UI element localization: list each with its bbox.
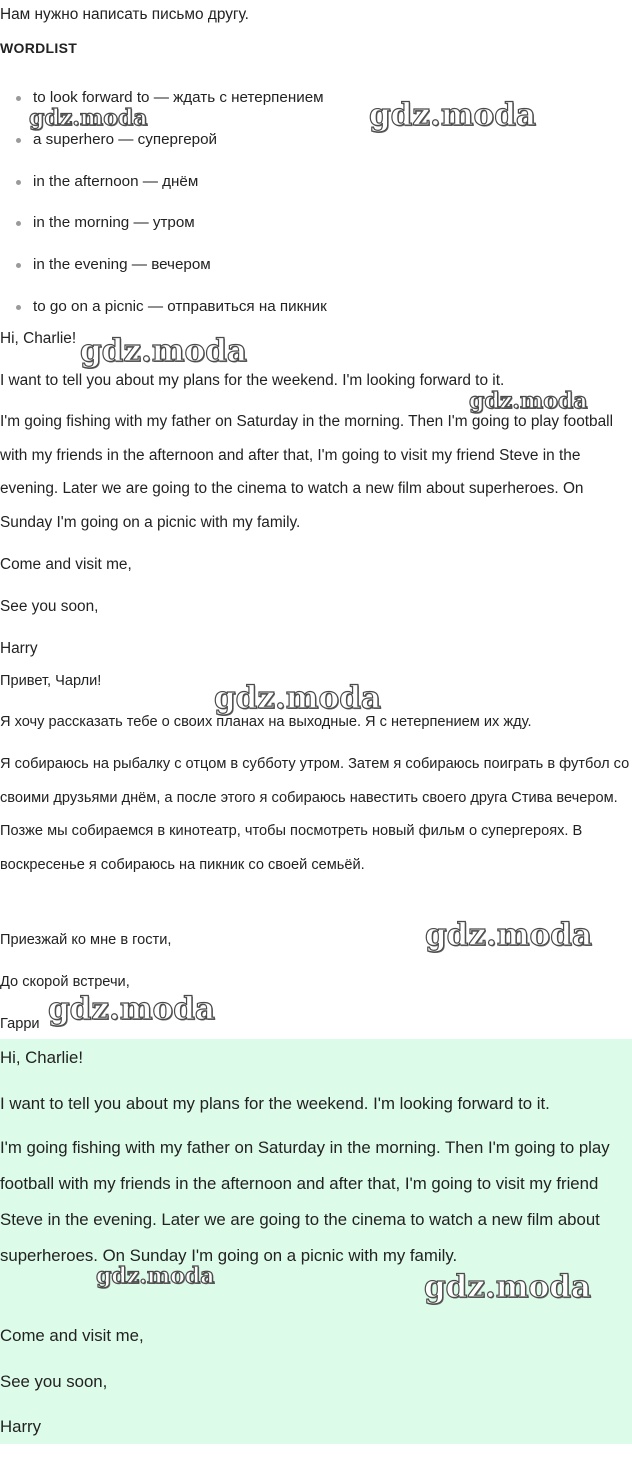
watermark: gdz.moda — [424, 1269, 591, 1305]
watermark: gdz.moda — [425, 917, 592, 953]
answer-greeting: Hi, Charlie! — [0, 1048, 83, 1067]
wordlist-item: a superhero — супергерой — [33, 131, 217, 148]
letter-en-p1: I want to tell you about my plans for the weekend. I'm looking forward to it. — [0, 372, 505, 389]
bullet-icon — [16, 305, 21, 310]
letter-en-p3: Come and visit me, — [0, 556, 132, 573]
watermark: gdz.moda — [29, 105, 148, 131]
answer-p2: I'm going fishing with my father on Saturday in the morning. Then I'm going to play football with my friends in the afternoon and after that, I'm going to visit my friend Steve in the evening. Later we are going to the cinema to watch a new film about superheroes. On Sunday I'm going on a picnic with my family. — [0, 1138, 610, 1265]
wordlist-heading: WORDLIST — [0, 40, 78, 56]
watermark: gdz.moda — [80, 333, 247, 369]
letter-en-signature: Harry — [0, 640, 38, 657]
watermark: gdz.moda — [48, 991, 215, 1027]
wordlist-item: to look forward to — ждать с нетерпением — [33, 89, 324, 106]
letter-en-greeting: Hi, Charlie! — [0, 330, 77, 347]
letter-en-p2: I'm going fishing with my father on Saturday in the morning. Then I'm going to play football with my friends in the afternoon and after that, I'm going to visit my friend Steve in the evening. Later we are going to the cinema to watch a new film about superheroes. On Sunday I'm going on a picnic with my family. — [0, 413, 614, 531]
bullet-icon — [16, 180, 21, 185]
answer-signature: Harry — [0, 1417, 42, 1436]
letter-ru-p4: До скорой встречи, — [0, 974, 130, 990]
bullet-icon — [16, 221, 21, 226]
answer-p1: I want to tell you about my plans for the weekend. I'm looking forward to it. — [0, 1094, 550, 1113]
watermark: gdz.moda — [469, 388, 588, 414]
wordlist-item: in the morning — утром — [33, 214, 195, 231]
letter-ru-p2: Я собираюсь на рыбалку с отцом в субботу утром. Затем я собираюсь поиграть в футбол со своими друзьями днём, а после этого я собираюсь навестить своего друга Стива вечером. Позже мы собираемся в кинотеатр, чтобы посмотреть новый фильм о супергероях. В воскресенье я собираюсь на пикник со своей семьёй. — [0, 756, 630, 873]
wordlist-item: in the evening — вечером — [33, 256, 211, 273]
intro-text: Нам нужно написать письмо другу. — [0, 6, 249, 23]
answer-box — [0, 1039, 632, 1444]
wordlist-item: to go on a picnic — отправиться на пикник — [33, 298, 327, 315]
letter-ru-p3: Приезжай ко мне в гости, — [0, 932, 172, 948]
bullet-icon — [16, 138, 21, 143]
letter-ru-greeting: Привет, Чарли! — [0, 673, 102, 689]
bullet-icon — [16, 263, 21, 268]
watermark: gdz.moda — [214, 680, 381, 716]
answer-p4: See you soon, — [0, 1372, 108, 1391]
wordlist-item: in the afternoon — днём — [33, 173, 198, 190]
watermark: gdz.moda — [96, 1263, 215, 1289]
letter-en-p4: See you soon, — [0, 598, 99, 615]
letter-ru-signature: Гарри — [0, 1016, 40, 1032]
letter-ru-p1: Я хочу рассказать тебе о своих планах на выходные. Я с нетерпением их жду. — [0, 714, 532, 730]
bullet-icon — [16, 96, 21, 101]
answer-p3: Come and visit me, — [0, 1326, 144, 1345]
watermark: gdz.moda — [369, 97, 536, 133]
